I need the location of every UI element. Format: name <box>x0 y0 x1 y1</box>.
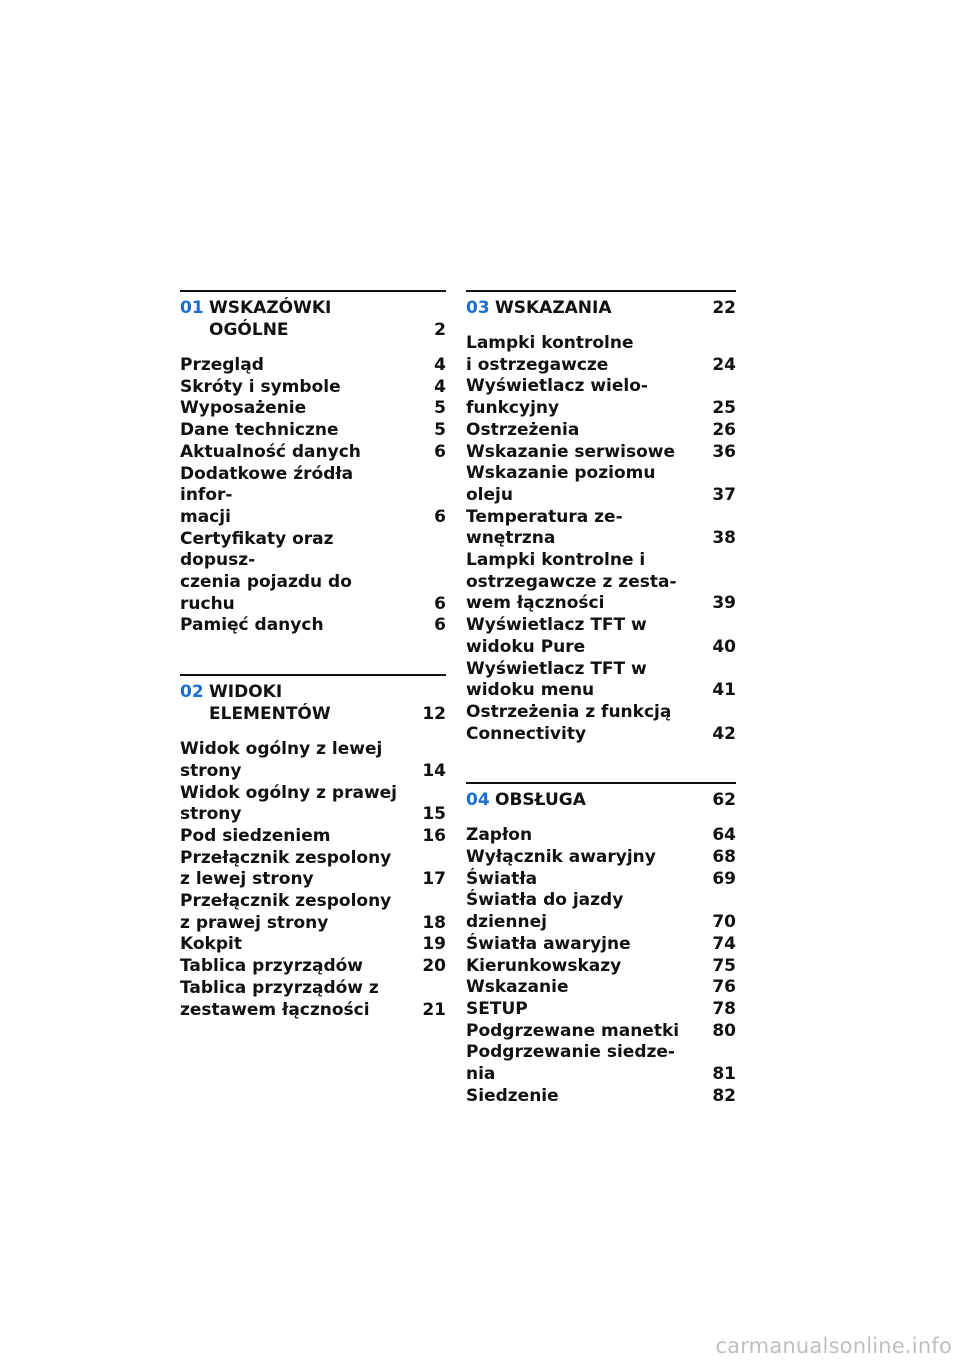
toc-entry-line: Tablica przyrządów z <box>180 977 379 998</box>
toc-entry[interactable] <box>180 956 446 978</box>
section-rule <box>466 290 736 292</box>
toc-entry[interactable] <box>180 826 446 848</box>
toc-entry-line: Pamięć danych <box>180 615 324 636</box>
toc-entry-line: Aktualność danych <box>180 441 361 462</box>
toc-entry-page-number: 82 <box>712 1085 736 1106</box>
section-title-line: OBSŁUGA <box>495 790 586 811</box>
toc-entry-line: widoku Pure <box>466 636 586 657</box>
toc-entry-line: ostrzegawcze z zesta- <box>466 571 677 592</box>
toc-entry[interactable] <box>466 702 736 745</box>
toc-entry-page-number: 42 <box>712 723 736 744</box>
toc-entry-page-number: 37 <box>712 484 736 505</box>
toc-column-left <box>180 290 446 1021</box>
toc-entry[interactable] <box>180 848 446 891</box>
toc-entry-page-number: 5 <box>434 398 446 419</box>
toc-entry[interactable] <box>466 977 736 999</box>
toc-entry-page-number: 80 <box>712 1020 736 1041</box>
section-title-line: ELEMENTÓW <box>209 704 331 725</box>
toc-entry-page-number: 6 <box>434 615 446 636</box>
section-number: 04 <box>466 790 490 811</box>
toc-entry-line: Zapłon <box>466 825 533 846</box>
toc-entry-page-number: 14 <box>422 760 446 781</box>
toc-entry-page-number: 64 <box>712 825 736 846</box>
toc-entry-list <box>180 739 446 1021</box>
toc-entry[interactable] <box>180 615 446 637</box>
section-heading[interactable] <box>466 789 736 811</box>
toc-entry-line: Pod siedzeniem <box>180 825 331 846</box>
toc-entry[interactable] <box>180 442 446 464</box>
toc-entry[interactable] <box>180 783 446 826</box>
toc-entry[interactable] <box>180 739 446 782</box>
toc-entry-line: czenia pojazdu do ruchu <box>180 572 352 614</box>
section-title-line: WSKAZANIA <box>495 298 612 318</box>
section-page-number: 62 <box>712 790 736 811</box>
section-title-line: WSKAZÓWKI <box>209 298 332 318</box>
toc-entry-page-number: 75 <box>712 955 736 976</box>
toc-entry-page-number: 41 <box>712 680 736 701</box>
section-page-number: 2 <box>434 320 446 340</box>
toc-entry-line: Wyposażenie <box>180 398 307 419</box>
toc-entry[interactable] <box>180 355 446 377</box>
toc-entry-page-number: 69 <box>712 868 736 889</box>
toc-entry-line: strony <box>180 760 242 781</box>
toc-entry[interactable] <box>466 659 736 702</box>
section-heading[interactable] <box>466 297 736 319</box>
toc-entry-line: Przełącznik zespolony <box>180 891 392 912</box>
section-title <box>466 297 736 319</box>
toc-entry-line: Temperatura ze- <box>466 506 623 527</box>
section-rule <box>466 782 736 784</box>
section-rule <box>180 674 446 676</box>
toc-entry-page-number: 70 <box>712 912 736 933</box>
toc-entry[interactable] <box>466 420 736 442</box>
toc-entry-line: wnętrzna <box>466 528 556 549</box>
toc-entry-line: strony <box>180 804 242 825</box>
toc-entry-line: Lampki kontrolne i <box>466 550 646 571</box>
toc-entry-page-number: 68 <box>712 847 736 868</box>
toc-entry[interactable] <box>466 825 736 847</box>
toc-entry-line: Dodatkowe źródła infor- <box>180 463 354 506</box>
section-page-number: 12 <box>422 704 446 725</box>
toc-entry-page-number: 17 <box>422 869 446 890</box>
toc-entry-line: z lewej strony <box>180 869 314 890</box>
toc-entry-page-number: 24 <box>712 354 736 375</box>
toc-column-right <box>466 290 736 1108</box>
toc-entry-line: Wyświetlacz TFT w <box>466 658 647 679</box>
section-title-line: WIDOKI <box>209 682 283 703</box>
toc-entry-page-number: 21 <box>422 999 446 1020</box>
section-gap <box>466 745 736 782</box>
toc-entry[interactable] <box>466 847 736 869</box>
section-gap <box>180 637 446 674</box>
section-number: 03 <box>466 298 490 318</box>
toc-entry-line: Widok ogólny z lewej <box>180 739 383 760</box>
toc-entry[interactable] <box>466 890 736 933</box>
toc-entry-page-number: 6 <box>434 506 446 527</box>
toc-entry-page-number: 5 <box>434 420 446 441</box>
toc-entry-line: widoku menu <box>466 680 595 701</box>
toc-entry-line: Podgrzewanie siedze- <box>466 1042 675 1063</box>
toc-entry-line: Światła awaryjne <box>466 933 631 954</box>
section-rule <box>180 290 446 292</box>
toc-entry[interactable] <box>466 550 736 615</box>
toc-entry-line: Światła <box>466 868 538 889</box>
toc-entry-line: i ostrzegawcze <box>466 354 609 375</box>
section-number: 02 <box>180 682 204 703</box>
toc-entry-line: Przełącznik zespolony <box>180 847 392 868</box>
toc-entry-page-number: 78 <box>712 998 736 1019</box>
toc-entry-line: Wskazanie poziomu <box>466 463 656 484</box>
toc-entry-page-number: 39 <box>712 593 736 614</box>
toc-entry[interactable] <box>180 978 446 1021</box>
toc-entry-page-number: 81 <box>712 1064 736 1085</box>
section-title-line: OGÓLNE <box>209 320 289 340</box>
section-title <box>466 789 736 811</box>
toc-entry[interactable] <box>466 956 736 978</box>
section-page-number: 22 <box>712 298 736 318</box>
section-number: 01 <box>180 298 204 318</box>
toc-entry[interactable] <box>466 869 736 891</box>
toc-entry-line: Skróty i symbole <box>180 376 341 397</box>
toc-entry[interactable] <box>466 1086 736 1108</box>
toc-entry[interactable] <box>466 442 736 464</box>
section-title <box>180 681 446 725</box>
toc-entry-list <box>180 355 446 637</box>
watermark-text: carmanualsonline.info <box>715 1334 952 1358</box>
toc-entry[interactable] <box>180 377 446 399</box>
toc-entry-page-number: 15 <box>422 804 446 825</box>
toc-entry-line: dziennej <box>466 912 547 933</box>
toc-entry[interactable] <box>466 934 736 956</box>
toc-entry-line: Ostrzeżenia z funkcją <box>466 701 672 722</box>
toc-entry-page-number: 4 <box>434 376 446 397</box>
toc-entry-page-number: 6 <box>434 441 446 462</box>
toc-entry-line: funkcyjny <box>466 398 560 419</box>
toc-entry[interactable] <box>466 376 736 419</box>
toc-entry-page-number: 40 <box>712 636 736 657</box>
toc-entry-line: Podgrzewane manetki <box>466 1020 680 1041</box>
toc-entry-line: Tablica przyrządów <box>180 956 363 977</box>
toc-entry-page-number: 36 <box>712 441 736 462</box>
toc-entry-line: Światła do jazdy <box>466 890 624 911</box>
section-title <box>180 297 446 341</box>
toc-entry[interactable] <box>466 507 736 550</box>
toc-entry-line: Siedzenie <box>466 1085 559 1106</box>
toc-entry-line: z prawej strony <box>180 912 329 933</box>
toc-entry-line: Dane techniczne <box>180 420 339 441</box>
toc-entry[interactable] <box>180 420 446 442</box>
toc-entry-line: Wyświetlacz wielo- <box>466 376 648 397</box>
toc-entry[interactable] <box>466 999 736 1021</box>
toc-entry-line: Lampki kontrolne <box>466 333 634 353</box>
toc-entry-line: Wskazanie <box>466 977 569 998</box>
toc-entry-page-number: 4 <box>434 355 446 375</box>
toc-entry-page-number: 16 <box>422 825 446 846</box>
toc-entry-page-number: 20 <box>422 956 446 977</box>
toc-entry-line: Przegląd <box>180 355 264 375</box>
toc-entry-page-number: 74 <box>712 933 736 954</box>
toc-entry[interactable] <box>466 1042 736 1085</box>
toc-entry-line: macji <box>180 506 231 527</box>
toc-entry-line: wem łączności <box>466 593 605 614</box>
toc-entry[interactable] <box>180 529 446 616</box>
toc-entry-line: zestawem łączności <box>180 999 370 1020</box>
toc-entry[interactable] <box>180 398 446 420</box>
toc-entry-line: Widok ogólny z prawej <box>180 782 398 803</box>
toc-entry[interactable] <box>466 463 736 506</box>
toc-entry-page-number: 18 <box>422 912 446 933</box>
toc-entry[interactable] <box>466 333 736 376</box>
toc-entry[interactable] <box>180 934 446 956</box>
toc-entry-page-number: 6 <box>434 593 446 614</box>
toc-entry-line: Certyfikaty oraz dopusz- <box>180 528 334 571</box>
toc-entry-page-number: 38 <box>712 528 736 549</box>
toc-entry[interactable] <box>180 464 446 529</box>
toc-entry-line: Connectivity <box>466 723 587 744</box>
toc-entry-list <box>466 825 736 1107</box>
toc-entry-page-number: 26 <box>712 419 736 440</box>
section-heading[interactable] <box>180 681 446 725</box>
section-heading[interactable] <box>180 297 446 341</box>
toc-entry[interactable] <box>180 891 446 934</box>
toc-entry-line: Wskazanie serwisowe <box>466 441 675 462</box>
toc-entry[interactable] <box>466 615 736 658</box>
toc-entry-line: Wyłącznik awaryjny <box>466 847 656 868</box>
toc-entry-page-number: 76 <box>712 977 736 998</box>
toc-entry-page-number: 25 <box>712 398 736 419</box>
toc-entry-line: Wyświetlacz TFT w <box>466 615 647 636</box>
toc-entry-line: Kokpit <box>180 934 242 955</box>
toc-entry-line: oleju <box>466 484 513 505</box>
toc-entry-line: Ostrzeżenia <box>466 419 580 440</box>
toc-entry[interactable] <box>466 1021 736 1043</box>
toc-entry-line: Kierunkowskazy <box>466 955 622 976</box>
toc-entry-list <box>466 333 736 745</box>
toc-entry-page-number: 19 <box>422 934 446 955</box>
toc-entry-line: SETUP <box>466 998 528 1019</box>
toc-entry-line: nia <box>466 1064 496 1085</box>
